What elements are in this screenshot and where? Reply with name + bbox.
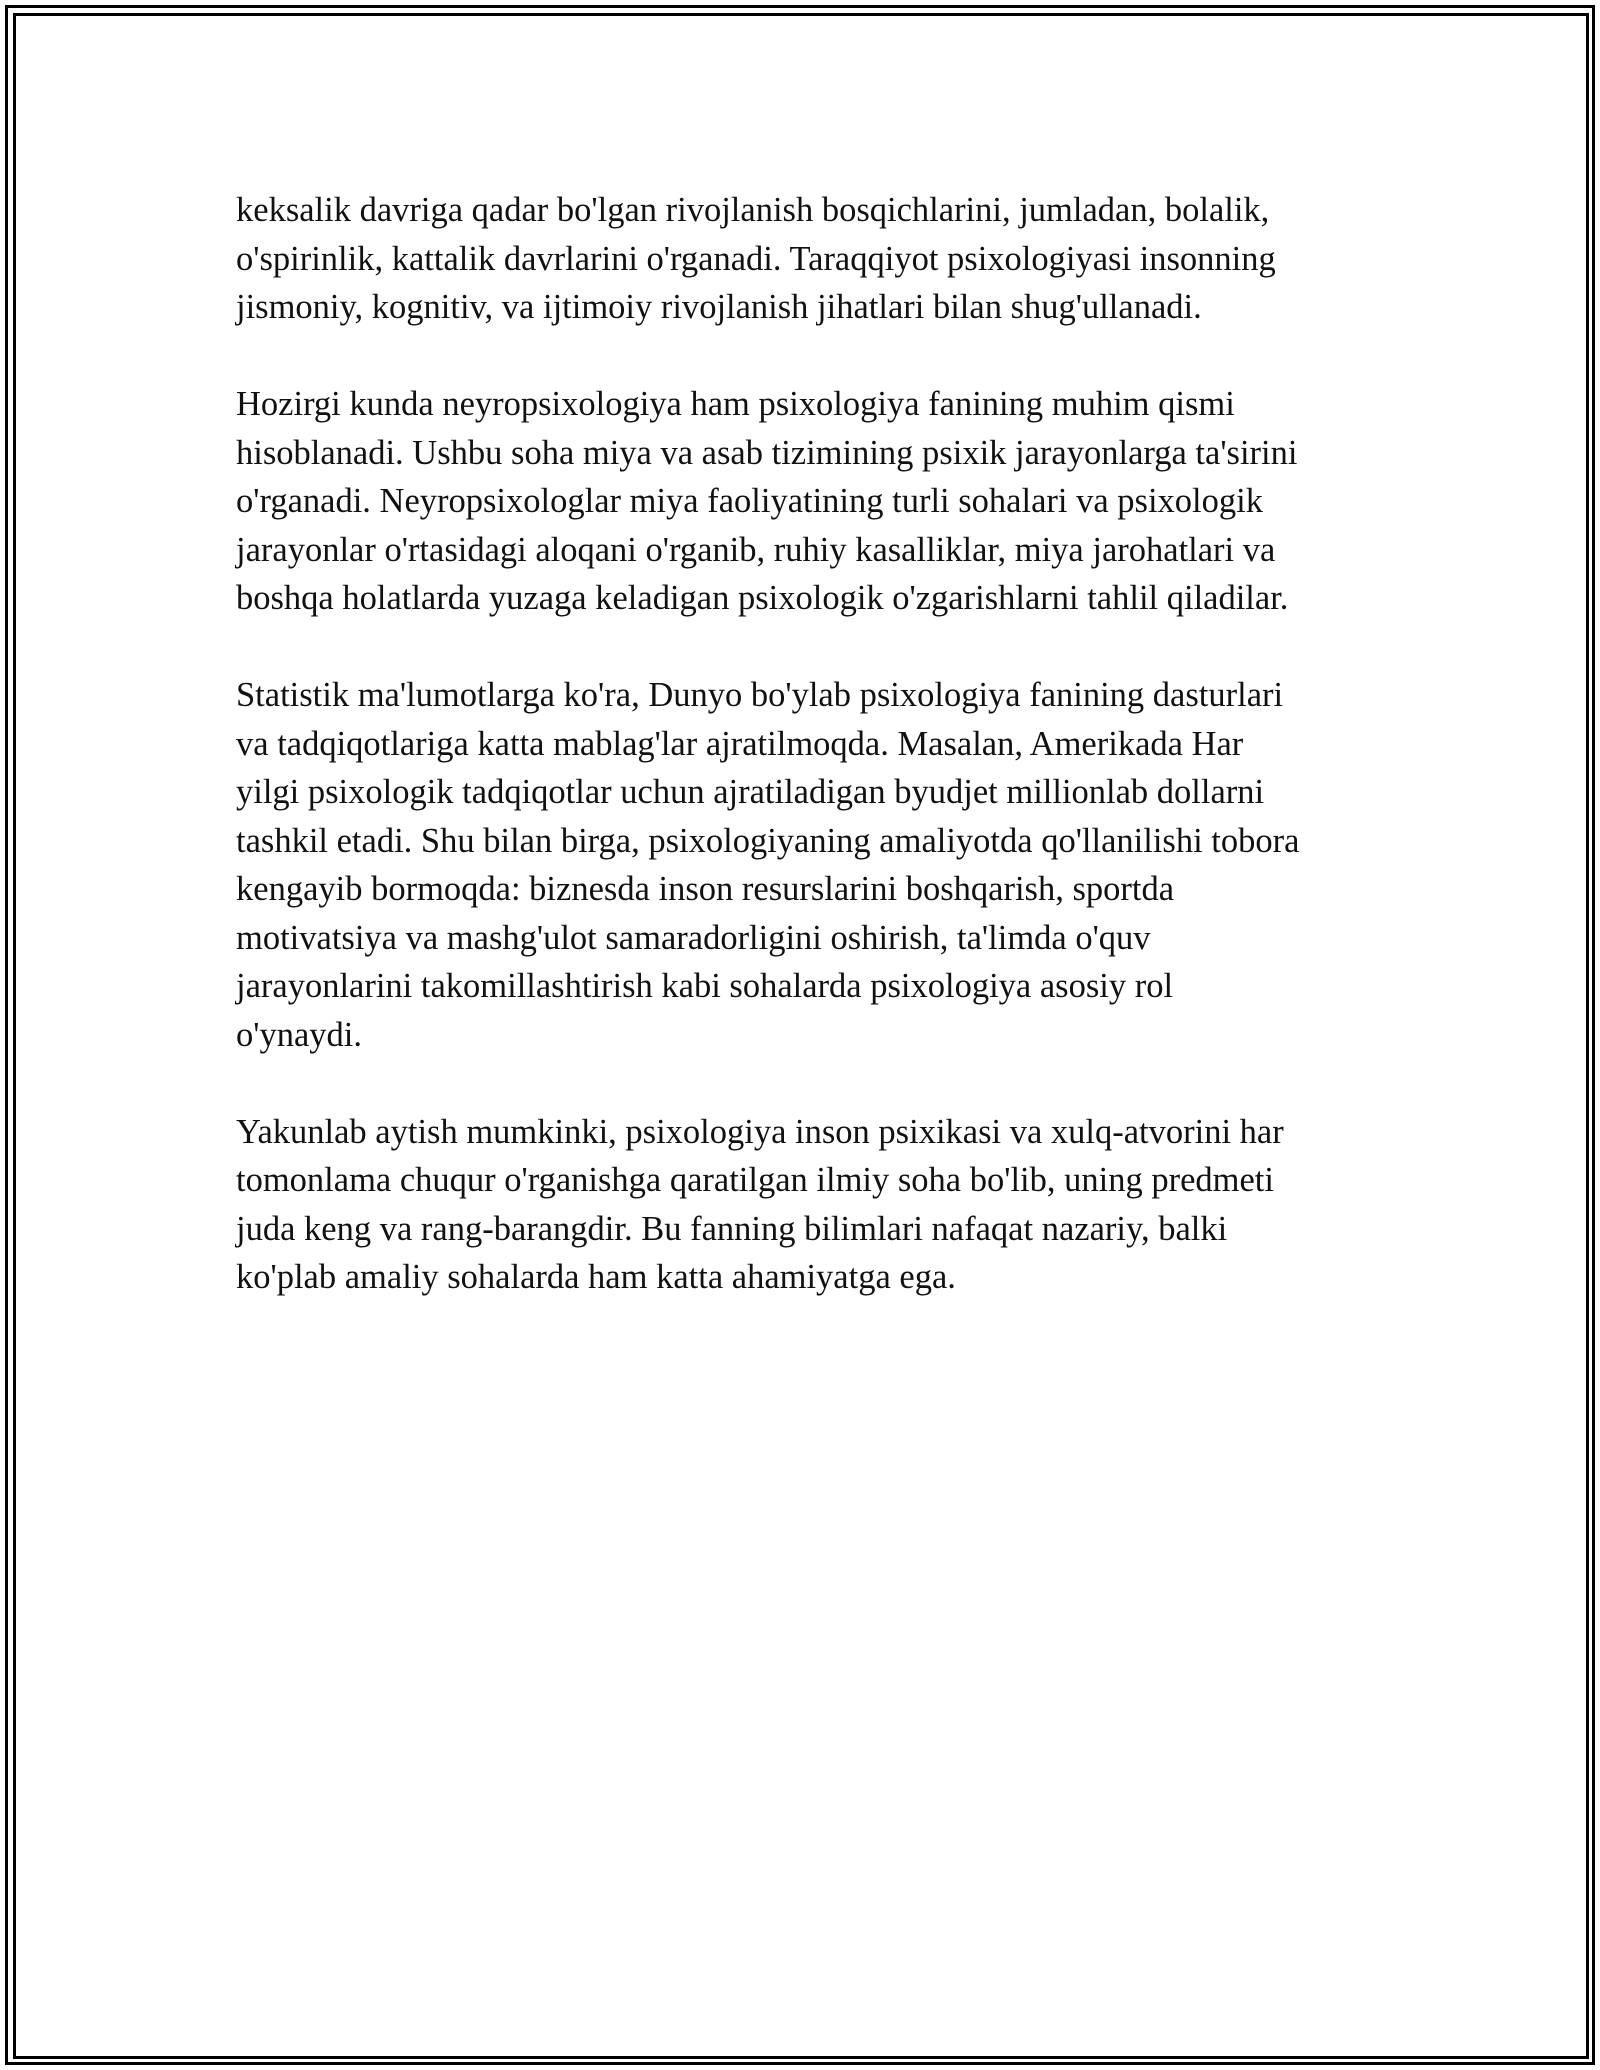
paragraph-statistics: Statistik ma'lumotlarga ko'ra, Dunyo bo'ylab psixologiya fanining dasturlari va tadqiqotlariga katta mablag'lar ajratilmoqda. Masalan, Amerikada Har yilgi psixologik tadqiqotlar uchun ajratiladigan byudjet millionlab dollarni tashkil etadi. Shu bilan birga, psixologiyaning amaliyotda qo'llanilishi tobora kengayib bormoqda: biznesda inson resurslarini boshqarish, sportda motivatsiya va mashg'ulot samaradorligini oshirish, ta'limda o'quv jarayonlarini takomillashtirish kabi sohalarda psixologiya asosiy rol o'ynaydi. xyxy=(236,676,1300,1054)
paragraph-development-stages: keksalik davriga qadar bo'lgan rivojlanish bosqichlarini, jumladan, bolalik, o'spirinlik, kattalik davrlarini o'rganadi. Taraqqiyot psixologiyasi insonning jismoniy, kognitiv, va ijtimoiy rivojlanish jihatlari bilan shug'ullanadi. xyxy=(236,191,1276,326)
paragraph-conclusion: Yakunlab aytish mumkinki, psixologiya inson psixikasi va xulq-atvorini har tomonlama chuqur o'rganishga qaratilgan ilmiy soha bo'lib, uning predmeti juda keng va rang-barangdir. Bu fanning bilimlari nafaqat nazariy, balki ko'plab amaliy sohalarda ham katta ahamiyatga ega. xyxy=(236,1112,1284,1296)
page-body xyxy=(236,186,1386,1350)
paragraph-neuropsychology: Hozirgi kunda neyropsixologiya ham psixologiya fanining muhim qismi hisoblanadi. Ushbu soha miya va asab tizimining psixik jarayonlarga ta'sirini o'rganadi. Neyropsixologlar miya faoliyatining turli sohalari va psixologik jarayonlar o'rtasidagi aloqani o'rganib, ruhiy kasalliklar, miya jarohatlari va boshqa holatlarda yuzaga keladigan psixologik o'zgarishlarni tahlil qiladilar. xyxy=(236,385,1298,617)
